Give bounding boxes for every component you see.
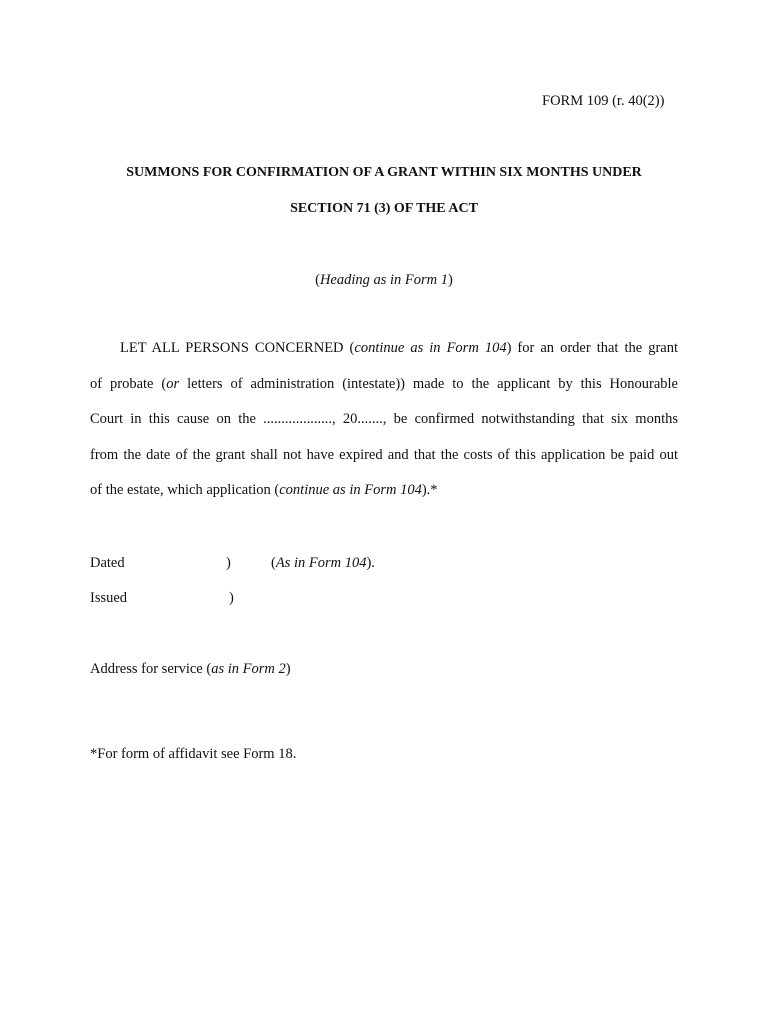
affidavit-footnote: *For form of affidavit see Form 18. (90, 746, 297, 762)
document-title-line-1: SUMMONS FOR CONFIRMATION OF A GRANT WITHIN SIX MONTHS UNDER (126, 165, 642, 180)
body-line-5-italic: continue as in Form 104 (279, 482, 422, 498)
address-italic: as in Form 2 (211, 661, 286, 677)
dated-label: Dated (90, 555, 125, 571)
body-line-1-text-b: ) for an order that the grant (506, 340, 679, 356)
body-line-2-italic: or (166, 375, 180, 392)
heading-note-italic: Heading as in Form 1 (319, 272, 449, 288)
address-text: Address for service ( (90, 661, 212, 677)
heading-note-open: ( (315, 272, 320, 288)
body-line-1 (90, 340, 678, 376)
address-for-service (90, 661, 291, 678)
issued-paren: ) (229, 590, 234, 606)
heading-note-close: ) (448, 272, 453, 288)
body-line-5-text-a: of the estate, which application ( (90, 482, 280, 498)
body-line-2 (90, 376, 678, 412)
body-line-1-text-a: LET ALL PERSONS CONCERNED ( (120, 340, 355, 356)
body-line-2-text-a: of probate ( (90, 375, 167, 392)
issued-label: Issued (90, 590, 128, 606)
dated-note-open: ( (271, 555, 276, 571)
dated-note (271, 555, 375, 572)
body-line-5 (90, 482, 678, 518)
body-line-2-text-b: letters of administration (intestate)) made to the applicant by this Honourable (179, 375, 678, 392)
dated-paren: ) (226, 555, 231, 571)
form-number: FORM 109 (r. 40(2)) (542, 93, 665, 109)
heading-note (90, 272, 678, 289)
dated-note-italic: As in Form 104 (275, 555, 367, 571)
body-line-4: from the date of the grant shall not have expired and that the costs of this application be paid out (90, 446, 678, 463)
body-line-1-italic: continue as in Form 104 (354, 340, 507, 356)
body-line-5-text-b: ).* (421, 482, 438, 498)
address-close: ) (285, 661, 291, 677)
dated-note-close: ). (366, 555, 375, 571)
body-line-3: Court in this cause on the ..................., 20......., be confirmed notwithstanding that six months (90, 411, 678, 427)
document-title-line-2: SECTION 71 (3) OF THE ACT (290, 201, 478, 216)
summons-body-paragraph (90, 340, 678, 518)
